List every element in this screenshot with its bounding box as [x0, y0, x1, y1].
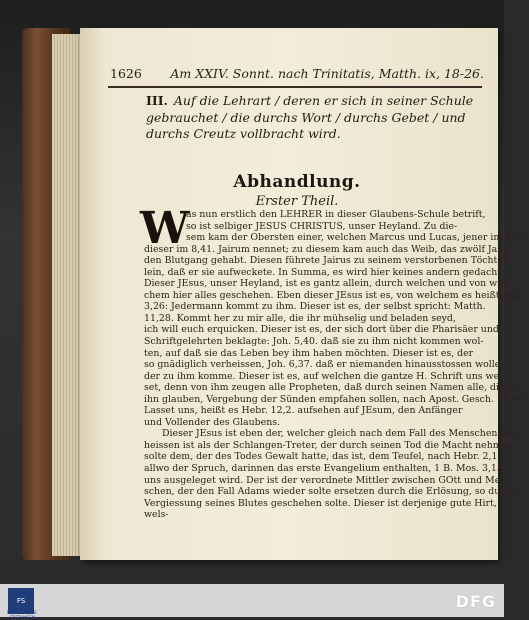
- text-line: wels-: [144, 509, 169, 521]
- section-heading: [146, 93, 482, 143]
- text-line: chem hier alles geschehen. Eben dieser JEsus ist es, von welchem es heißt Joh.: [144, 289, 521, 301]
- text-line: Schriftgelehrten beklagte: Joh. 5,40. daß sie zu ihm nicht kommen wol-: [144, 336, 484, 348]
- text-line: so gnädiglich verheissen, Joh. 6,37. daß er niemanden hinausstossen wolle,: [144, 359, 504, 371]
- text-line: as nun erstlich den LEHRER in dieser Glaubens-Schule betrift,: [186, 209, 486, 220]
- text-line: lein, daß er sie aufweckete. In Summa, es wird hier keines andern gedacht.: [144, 266, 504, 278]
- text-line: dieser im 8,41. Jairum nennet; zu diesem kam auch das Weib, das zwölf Jahr: [144, 243, 508, 255]
- page-number: 1626: [110, 66, 142, 81]
- logo-caption: FRANCKESCHE STIFTUNGEN: [7, 610, 37, 620]
- part-heading: Erster Theil.: [255, 194, 339, 209]
- text-line: Lasset uns, heißt es Hebr. 12,2. aufsehen auf JEsum, den Anfänger: [144, 405, 463, 417]
- text-line: und Vollender des Glaubens.: [144, 416, 281, 428]
- text-line: Vergiessung seines Blutes geschehen solte. Dieser ist derjenige gute Hirt, zu: [144, 497, 511, 509]
- text-line: ich will euch erquicken. Dieser ist es, der sich dort über die Pharisäer und: [144, 324, 499, 336]
- running-title: Am XXIV. Sonnt. nach Trinitatis, Matth. ix, 18-26.: [170, 66, 484, 81]
- chapter-heading: Abhandlung.: [233, 172, 361, 192]
- text-line: uns ausgeleget wird. Der ist der verordnete Mittler zwischen GOtt und Men-: [144, 474, 510, 486]
- section-text: Auf die Lehrart / deren er sich in seiner Schule gebrauchet / die durchs Wort / durchs Gebet / und durchs Creutz vollbracht wird.: [146, 93, 474, 141]
- body-text: [144, 209, 529, 521]
- text-line: 11,28. Kommt her zu mir alle, die ihr mühselig und beladen seyd,: [144, 312, 456, 324]
- viewer-footer: [0, 584, 504, 617]
- text-line: allwo der Spruch, darinnen das erste Evangelium enthalten, 1 B. Mos. 3,15.: [144, 463, 506, 475]
- header-rule: [108, 86, 482, 88]
- drop-cap: W: [140, 203, 190, 254]
- dfg-logo[interactable]: DFG: [455, 592, 496, 611]
- text-line: so ist selbiger JESUS CHRISTUS, unser Heyland. Zu die-: [186, 220, 458, 232]
- text-line: sem kam der Obersten einer, welchen Marcus und Lucas, jener im 5,22.: [186, 232, 529, 244]
- text-line: Dieser JEsus ist eben der, welcher gleich nach dem Fall des Menschen ver-: [162, 428, 519, 440]
- text-line: ten, auf daß sie das Leben bey ihm haben möchten. Dieser ist es, der: [144, 347, 474, 359]
- text-line: den Blutgang gehabt. Diesen führete Jairus zu seinem verstorbenen Töchter-: [144, 255, 511, 267]
- text-line: 3,26: Jedermann kommt zu ihm. Dieser ist es, der selbst spricht: Matth.: [144, 301, 486, 313]
- institution-logo[interactable]: FS: [8, 588, 34, 614]
- text-line: schen, der den Fall Adams wieder solte ersetzen durch die Erlösung, so durch: [144, 486, 517, 498]
- text-line: der zu ihm komme. Dieser ist es, auf welchen die gantze H. Schrift uns wei-: [144, 370, 506, 382]
- section-number: III.: [146, 93, 168, 108]
- page-header: [110, 66, 484, 81]
- text-line: Dieser JEsus, unser Heyland, ist es gantz allein, durch welchen und von wel-: [144, 278, 509, 290]
- text-line: solte dem, der des Todes Gewalt hatte, das ist, dem Teufel, nach Hebr. 2,14.: [144, 451, 507, 463]
- text-line: heissen ist als der Schlangen-Treter, der durch seinen Tod die Macht nehmen: [144, 439, 514, 451]
- text-line: set, denn von ihm zeugen alle Propheten, daß durch seinen Namen alle, die an: [144, 382, 520, 394]
- page-edges: [52, 34, 82, 556]
- text-line: ihn glauben, Vergebung der Sünden empfahen sollen, nach Apost. Gesch. 10,43.: [144, 393, 527, 405]
